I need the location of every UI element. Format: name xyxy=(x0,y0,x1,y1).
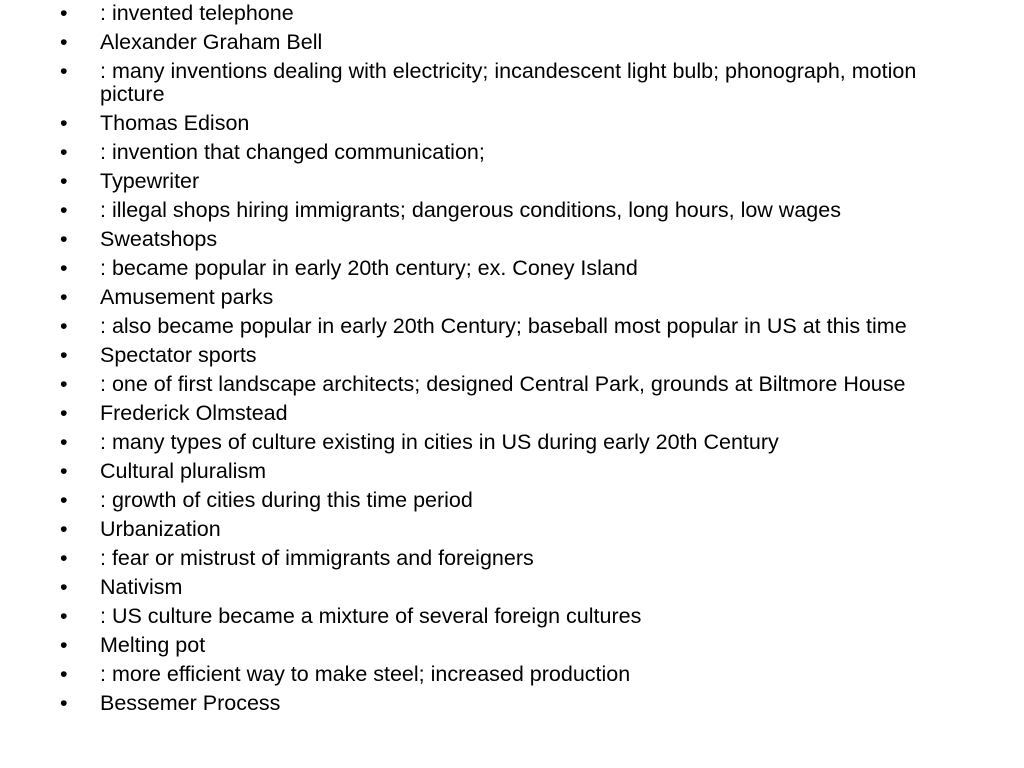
list-item-text: : growth of cities during this time period xyxy=(100,488,473,512)
list-item xyxy=(0,518,1024,541)
list-item xyxy=(0,605,1024,628)
list-item-text: : many inventions dealing with electricity; incandescent light bulb; phonograph, motion picture xyxy=(100,59,917,106)
list-item-text: Amusement parks xyxy=(100,285,274,309)
bullet-icon: • xyxy=(60,662,68,686)
bullet-icon: • xyxy=(60,343,68,367)
list-item xyxy=(0,547,1024,570)
bullet-icon: • xyxy=(60,604,68,628)
list-item xyxy=(0,170,1024,193)
list-item xyxy=(0,60,1024,106)
list-item xyxy=(0,431,1024,454)
list-item xyxy=(0,257,1024,280)
list-item xyxy=(0,112,1024,135)
bullet-icon: • xyxy=(60,227,68,251)
list-item-text: Urbanization xyxy=(100,517,221,541)
bullet-icon: • xyxy=(60,691,68,715)
list-item-text: Bessemer Process xyxy=(100,691,281,715)
list-item-text: Typewriter xyxy=(100,169,200,193)
bullet-icon: • xyxy=(60,546,68,570)
list-item xyxy=(0,692,1024,715)
bullet-icon: • xyxy=(60,372,68,396)
list-item-text: : became popular in early 20th century; ex. Coney Island xyxy=(100,256,638,280)
bullet-icon: • xyxy=(60,256,68,280)
bullet-icon: • xyxy=(60,517,68,541)
list-item-text: Nativism xyxy=(100,575,183,599)
bullet-icon: • xyxy=(60,198,68,222)
list-item-text: : invention that changed communication; xyxy=(100,140,485,164)
bullet-icon: • xyxy=(60,488,68,512)
bullet-icon: • xyxy=(60,169,68,193)
list-item xyxy=(0,344,1024,367)
list-item-text: : also became popular in early 20th Century; baseball most popular in US at this time xyxy=(100,314,907,338)
list-item-text: : US culture became a mixture of several foreign cultures xyxy=(100,604,642,628)
list-item xyxy=(0,634,1024,657)
list-item xyxy=(0,663,1024,686)
list-item xyxy=(0,402,1024,425)
list-item-text: : fear or mistrust of immigrants and foreigners xyxy=(100,546,534,570)
bullet-icon: • xyxy=(60,459,68,483)
list-item-text: Thomas Edison xyxy=(100,111,250,135)
list-item xyxy=(0,489,1024,512)
bullet-icon: • xyxy=(60,314,68,338)
list-item xyxy=(0,228,1024,251)
list-item xyxy=(0,199,1024,222)
list-item-text: : invented telephone xyxy=(100,1,294,25)
list-item xyxy=(0,460,1024,483)
bullet-icon: • xyxy=(60,59,68,83)
bullet-icon: • xyxy=(60,111,68,135)
list-item-text: Melting pot xyxy=(100,633,206,657)
list-item xyxy=(0,286,1024,309)
bullet-icon: • xyxy=(60,401,68,425)
list-item-text: : one of first landscape architects; designed Central Park, grounds at Biltmore House xyxy=(100,372,906,396)
list-item-text: Cultural pluralism xyxy=(100,459,267,483)
bullet-icon: • xyxy=(60,575,68,599)
list-item-text: : more efficient way to make steel; increased production xyxy=(100,662,631,686)
bullet-icon: • xyxy=(60,285,68,309)
list-item-text: Alexander Graham Bell xyxy=(100,30,323,54)
list-item-text: : illegal shops hiring immigrants; dangerous conditions, long hours, low wages xyxy=(100,198,841,222)
list-item xyxy=(0,576,1024,599)
bullet-icon: • xyxy=(60,140,68,164)
list-item xyxy=(0,315,1024,338)
list-item xyxy=(0,373,1024,396)
bullet-icon: • xyxy=(60,633,68,657)
list-item xyxy=(0,2,1024,25)
list-item-text: Spectator sports xyxy=(100,343,257,367)
bullet-icon: • xyxy=(60,430,68,454)
list-item xyxy=(0,141,1024,164)
bullet-icon: • xyxy=(60,1,68,25)
list-item-text: : many types of culture existing in cities in US during early 20th Century xyxy=(100,430,779,454)
bullet-icon: • xyxy=(60,30,68,54)
list-item-text: Frederick Olmstead xyxy=(100,401,288,425)
list-item-text: Sweatshops xyxy=(100,227,218,251)
list-item xyxy=(0,31,1024,54)
